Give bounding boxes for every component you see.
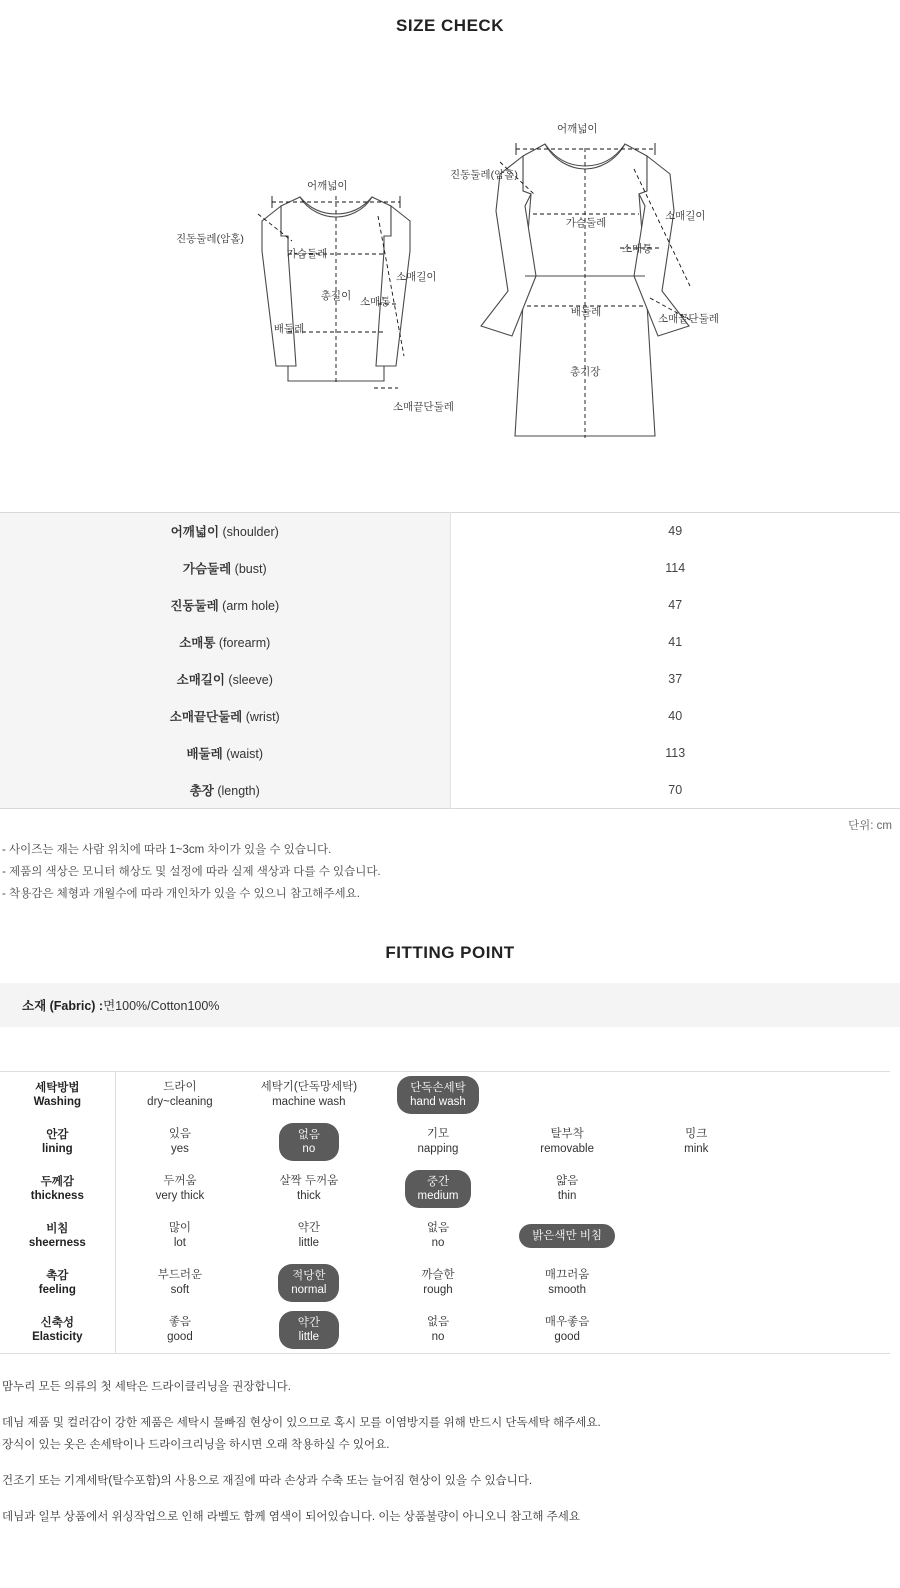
fitting-option[interactable] [418, 1127, 459, 1157]
label-dress-waist: 배둘레 [570, 306, 602, 318]
fitting-option-ko: 드라이 [163, 1081, 197, 1094]
size-check-title: SIZE CHECK [396, 16, 504, 35]
fitting-option[interactable] [169, 1221, 191, 1251]
fitting-option-cell[interactable] [503, 1119, 632, 1166]
label-dress-forearm: 소매통 [622, 243, 653, 255]
fitting-option-ko: 기모 [426, 1128, 450, 1140]
fitting-option-en: removable [540, 1143, 594, 1155]
fitting-option-ko: 까슬한 [421, 1269, 455, 1281]
fitting-option-en: hand wash [410, 1096, 466, 1109]
size-row-label-en: (waist) [222, 747, 263, 761]
fitting-option-en: yes [170, 1143, 189, 1155]
fitting-option-cell [761, 1213, 890, 1260]
fitting-row-head-ko: 비침 [46, 1223, 69, 1235]
fitting-row [0, 1166, 890, 1213]
fitting-option-ko: 좋음 [168, 1315, 192, 1328]
table-row [0, 513, 900, 550]
care-note: 장식이 있는 옷은 손세탁이나 드라이크리닝을 하시면 오래 착용하실 수 있어요. [2, 1439, 390, 1451]
fitting-option-selected[interactable] [397, 1076, 479, 1114]
fitting-option-ko: 밝은색만 비침 [532, 1230, 603, 1242]
fitting-option[interactable] [158, 1268, 202, 1298]
fitting-row [0, 1307, 890, 1354]
fitting-option[interactable] [545, 1315, 589, 1345]
size-row-label-ko: 어깨넓이 [170, 525, 220, 540]
fitting-option-en: little [298, 1330, 320, 1343]
fitting-option-cell[interactable] [373, 1213, 502, 1260]
fitting-option-cell[interactable] [115, 1119, 244, 1166]
fitting-row-head-en: thickness [30, 1190, 84, 1202]
fitting-option-en: machine wash [272, 1096, 346, 1109]
label-dress-shoulder: 어깨넓이 [557, 123, 598, 135]
table-row [0, 772, 900, 809]
fitting-option-cell [503, 1072, 632, 1119]
fitting-option-ko: 많이 [168, 1222, 192, 1234]
fitting-option-ko: 적당한 [292, 1270, 326, 1282]
label-top-bust: 가슴둘레 [286, 248, 328, 260]
fitting-option-cell[interactable] [115, 1166, 244, 1213]
fitting-option-cell[interactable] [244, 1260, 373, 1307]
size-row-label [0, 587, 450, 624]
fitting-option-cell[interactable] [632, 1119, 761, 1166]
fitting-option-cell[interactable] [373, 1260, 502, 1307]
fitting-row-head [0, 1119, 115, 1166]
fitting-option[interactable] [298, 1221, 320, 1251]
size-row-label [0, 698, 450, 735]
fitting-option[interactable] [421, 1268, 454, 1298]
fitting-option[interactable] [427, 1315, 449, 1345]
care-note: 데님 제품 및 컬러감이 강한 제품은 세탁시 물빠짐 현상이 있으므로 혹시 모를 이염방지를 위해 반드시 단독세탁 해주세요. [2, 1417, 601, 1429]
size-row-label [0, 661, 450, 698]
label-top-total-length: 총길이 [320, 290, 352, 302]
fitting-option[interactable] [169, 1127, 191, 1157]
fitting-option-ko: 탈부착 [550, 1128, 584, 1140]
size-row-value: 49 [668, 524, 683, 539]
fitting-option-en: napping [417, 1143, 459, 1155]
size-unit: 단위: cm [848, 820, 892, 832]
size-row-label-ko: 배둘레 [186, 747, 223, 761]
fitting-option-ko: 살짝 두꺼움 [279, 1175, 339, 1187]
fitting-option-cell [761, 1260, 890, 1307]
fitting-row-head-en: lining [41, 1143, 73, 1155]
fitting-option-en: no [431, 1330, 445, 1343]
fitting-row-head-en: Elasticity [32, 1330, 83, 1343]
size-row-label [0, 772, 450, 809]
size-row-label-ko: 가슴둘레 [182, 562, 232, 576]
fitting-row [0, 1260, 890, 1307]
fitting-option-en: no [302, 1143, 316, 1155]
fitting-option-ko: 얇음 [556, 1175, 579, 1187]
fitting-option-ko: 약간 [297, 1316, 320, 1329]
label-dress-armhole: 진동둘레(암홀) [450, 169, 518, 181]
fitting-option-ko: 단독손세탁 [410, 1082, 466, 1095]
table-row [0, 624, 900, 661]
fitting-row-head-ko: 두께감 [40, 1176, 74, 1188]
fitting-option-cell[interactable] [244, 1072, 373, 1119]
fabric-bar [0, 983, 900, 1027]
size-row-label [0, 735, 450, 772]
fitting-option-cell[interactable] [373, 1166, 502, 1213]
size-row-label-en: (shoulder) [219, 525, 279, 540]
fitting-option-cell[interactable] [244, 1307, 373, 1354]
fitting-option-en: good [167, 1330, 193, 1343]
size-row-label [0, 513, 450, 550]
fitting-option-cell[interactable] [503, 1166, 632, 1213]
size-row-label-en: (wrist) [242, 710, 280, 724]
fitting-option-ko: 두꺼움 [163, 1175, 197, 1187]
fitting-option-cell [761, 1072, 890, 1119]
fitting-option-cell [761, 1119, 890, 1166]
table-row [0, 698, 900, 735]
label-top-waist: 배둘레 [273, 323, 305, 335]
fitting-option[interactable] [279, 1174, 338, 1204]
size-row-value: 40 [668, 709, 683, 723]
fitting-row-head [0, 1260, 115, 1307]
fitting-option-selected[interactable] [278, 1264, 339, 1302]
size-note: - 착용감은 체형과 개월수에 따라 개인차가 있을 수 있으니 참고해주세요. [2, 888, 360, 900]
size-row-label-ko: 진동둘레 [170, 599, 219, 613]
fitting-row-head-en: feeling [38, 1284, 76, 1296]
fitting-option-cell [761, 1166, 890, 1213]
label-top-sleeve-length: 소매길이 [396, 271, 437, 283]
fitting-option-cell[interactable] [244, 1213, 373, 1260]
fitting-row-head-en: sheerness [28, 1237, 86, 1249]
fitting-option-en: thick [297, 1190, 321, 1202]
fitting-option-en: dry~cleaning [147, 1096, 213, 1109]
fitting-option-cell[interactable] [373, 1307, 502, 1354]
fitting-option[interactable] [556, 1174, 578, 1204]
table-row [0, 661, 900, 698]
fitting-option-ko: 없음 [297, 1129, 320, 1141]
fitting-point-table [0, 1071, 890, 1354]
fitting-row-head [0, 1307, 115, 1354]
fitting-option-ko: 있음 [168, 1128, 192, 1140]
size-row-label-en: (sleeve) [224, 673, 273, 687]
fitting-option-en: thin [557, 1190, 577, 1202]
fitting-option-selected[interactable] [405, 1170, 472, 1208]
fitting-option-en: little [298, 1237, 320, 1249]
fitting-option-ko: 세탁기(단독망세탁) [260, 1081, 358, 1094]
fitting-option[interactable] [147, 1080, 213, 1110]
fitting-row-head-en: Washing [33, 1096, 82, 1109]
size-row-value: 41 [668, 635, 683, 649]
fitting-option-en: normal [291, 1284, 327, 1296]
fitting-option-cell[interactable] [373, 1119, 502, 1166]
size-row-value: 114 [665, 561, 686, 575]
fabric-label: 소재 (Fabric) : [22, 999, 104, 1013]
fitting-option[interactable] [427, 1221, 449, 1251]
size-notes [0, 833, 900, 905]
fitting-option-cell [632, 1307, 761, 1354]
fitting-option-en: no [431, 1237, 445, 1249]
label-dress-wrist: 소매끝단둘레 [658, 313, 719, 325]
fitting-option-cell[interactable] [373, 1072, 502, 1119]
fitting-option-en: good [554, 1330, 580, 1343]
fitting-option[interactable] [261, 1080, 358, 1110]
fitting-option-en: smooth [548, 1284, 586, 1296]
fitting-option-ko: 매끄러움 [544, 1269, 590, 1281]
fitting-row-head-ko: 신축성 [40, 1316, 74, 1329]
fitting-option-cell[interactable] [503, 1260, 632, 1307]
size-row-value: 37 [668, 672, 683, 686]
size-row-label-en: (arm hole) [218, 599, 280, 613]
size-row-label-en: (length) [213, 783, 260, 798]
fitting-option[interactable] [545, 1268, 589, 1298]
fitting-option-cell [632, 1213, 761, 1260]
fitting-option-cell [761, 1307, 890, 1354]
fitting-point-title: FITTING POINT [385, 943, 515, 962]
label-dress-total-length: 총기장 [570, 366, 601, 378]
label-dress-sleeve-length: 소매길이 [665, 210, 706, 222]
fitting-option-cell [632, 1260, 761, 1307]
size-note: - 제품의 색상은 모니터 해상도 및 설정에 따라 실제 색상과 다를 수 있습니다. [2, 866, 381, 878]
fitting-option-cell[interactable] [244, 1119, 373, 1166]
care-notes [0, 1354, 900, 1572]
size-row-label-en: (forearm) [215, 636, 271, 650]
size-row-label-ko: 소매길이 [176, 673, 225, 687]
fitting-option-en: very thick [155, 1190, 205, 1202]
fitting-option-ko: 없음 [426, 1222, 450, 1234]
label-top-shoulder: 어깨넓이 [307, 180, 348, 192]
fitting-row-head [0, 1166, 115, 1213]
garment-diagram-svg [0, 36, 900, 496]
label-top-wrist: 소매끝단둘레 [393, 401, 454, 413]
table-row [0, 587, 900, 624]
fitting-option-en: medium [417, 1190, 459, 1202]
fitting-row [0, 1119, 890, 1166]
care-note: 데님과 일부 상품에서 위싱작업으로 인해 라벨도 함께 염색이 되어있습니다. 이는 상품불량이 아니오니 참고해 주세요 [2, 1511, 580, 1523]
fitting-option-cell [632, 1072, 761, 1119]
table-row [0, 550, 900, 587]
size-row-label [0, 624, 450, 661]
fitting-option-ko: 중간 [426, 1176, 450, 1188]
size-row-label-ko: 소매끝단둘레 [169, 710, 243, 724]
fitting-option[interactable] [167, 1315, 193, 1345]
size-table [0, 512, 900, 809]
fitting-option[interactable] [684, 1127, 708, 1157]
table-row [0, 735, 900, 772]
fitting-row-head [0, 1072, 115, 1119]
fitting-option-selected[interactable] [279, 1311, 339, 1349]
fitting-row-head-ko: 촉감 [46, 1270, 69, 1282]
fitting-row-head-ko: 안감 [46, 1129, 69, 1141]
fitting-option-en: lot [173, 1237, 187, 1249]
label-dress-bust: 가슴둘레 [565, 217, 607, 229]
fitting-row-head [0, 1213, 115, 1260]
fitting-option-ko: 약간 [297, 1222, 320, 1234]
size-note: - 사이즈는 재는 사람 위치에 따라 1~3cm 차이가 있을 수 있습니다. [2, 844, 332, 856]
fitting-row [0, 1213, 890, 1260]
fitting-option-cell[interactable] [503, 1307, 632, 1354]
fabric-value: 면100%/Cotton100% [103, 999, 220, 1013]
size-row-value: 70 [668, 782, 683, 797]
fitting-option-cell[interactable] [115, 1213, 244, 1260]
size-row-value: 113 [665, 746, 686, 760]
fitting-option-ko: 없음 [426, 1315, 450, 1328]
size-row-label-ko: 소매통 [179, 636, 216, 650]
label-top-forearm: 소매통 [360, 296, 391, 308]
size-diagram [0, 36, 900, 506]
fitting-option-cell[interactable] [503, 1213, 632, 1260]
care-note: 맘누리 모든 의류의 첫 세탁은 드라이클리닝을 권장합니다. [2, 1381, 291, 1393]
fitting-option-en: soft [170, 1284, 190, 1296]
fitting-option-selected[interactable] [519, 1224, 615, 1248]
fitting-option-ko: 매우좋음 [544, 1315, 590, 1328]
size-row-label-ko: 총장 [189, 783, 214, 798]
size-row-label [0, 550, 450, 587]
label-top-armhole: 진동둘레(암홀) [176, 233, 244, 245]
fitting-option-en: rough [423, 1284, 453, 1296]
fitting-option-cell[interactable] [244, 1166, 373, 1213]
fitting-option-cell[interactable] [115, 1260, 244, 1307]
fitting-option[interactable] [156, 1174, 205, 1204]
fitting-option-cell[interactable] [115, 1072, 244, 1119]
fitting-option-cell [632, 1166, 761, 1213]
fitting-option-ko: 밍크 [685, 1128, 708, 1140]
fitting-option[interactable] [540, 1127, 594, 1157]
care-note: 건조기 또는 기계세탁(탈수포함)의 사용으로 재질에 따라 손상과 수축 또는 늘어짐 현상이 있을 수 있습니다. [2, 1475, 533, 1487]
fitting-option-cell[interactable] [115, 1307, 244, 1354]
size-row-label-en: (bust) [231, 562, 267, 576]
fitting-option-en: mink [684, 1143, 709, 1155]
fitting-row-head-ko: 세탁방법 [35, 1082, 80, 1095]
size-row-value: 47 [668, 598, 683, 612]
fitting-option-ko: 부드러운 [157, 1269, 203, 1281]
fitting-option-selected[interactable] [279, 1123, 339, 1161]
fitting-row [0, 1072, 890, 1119]
